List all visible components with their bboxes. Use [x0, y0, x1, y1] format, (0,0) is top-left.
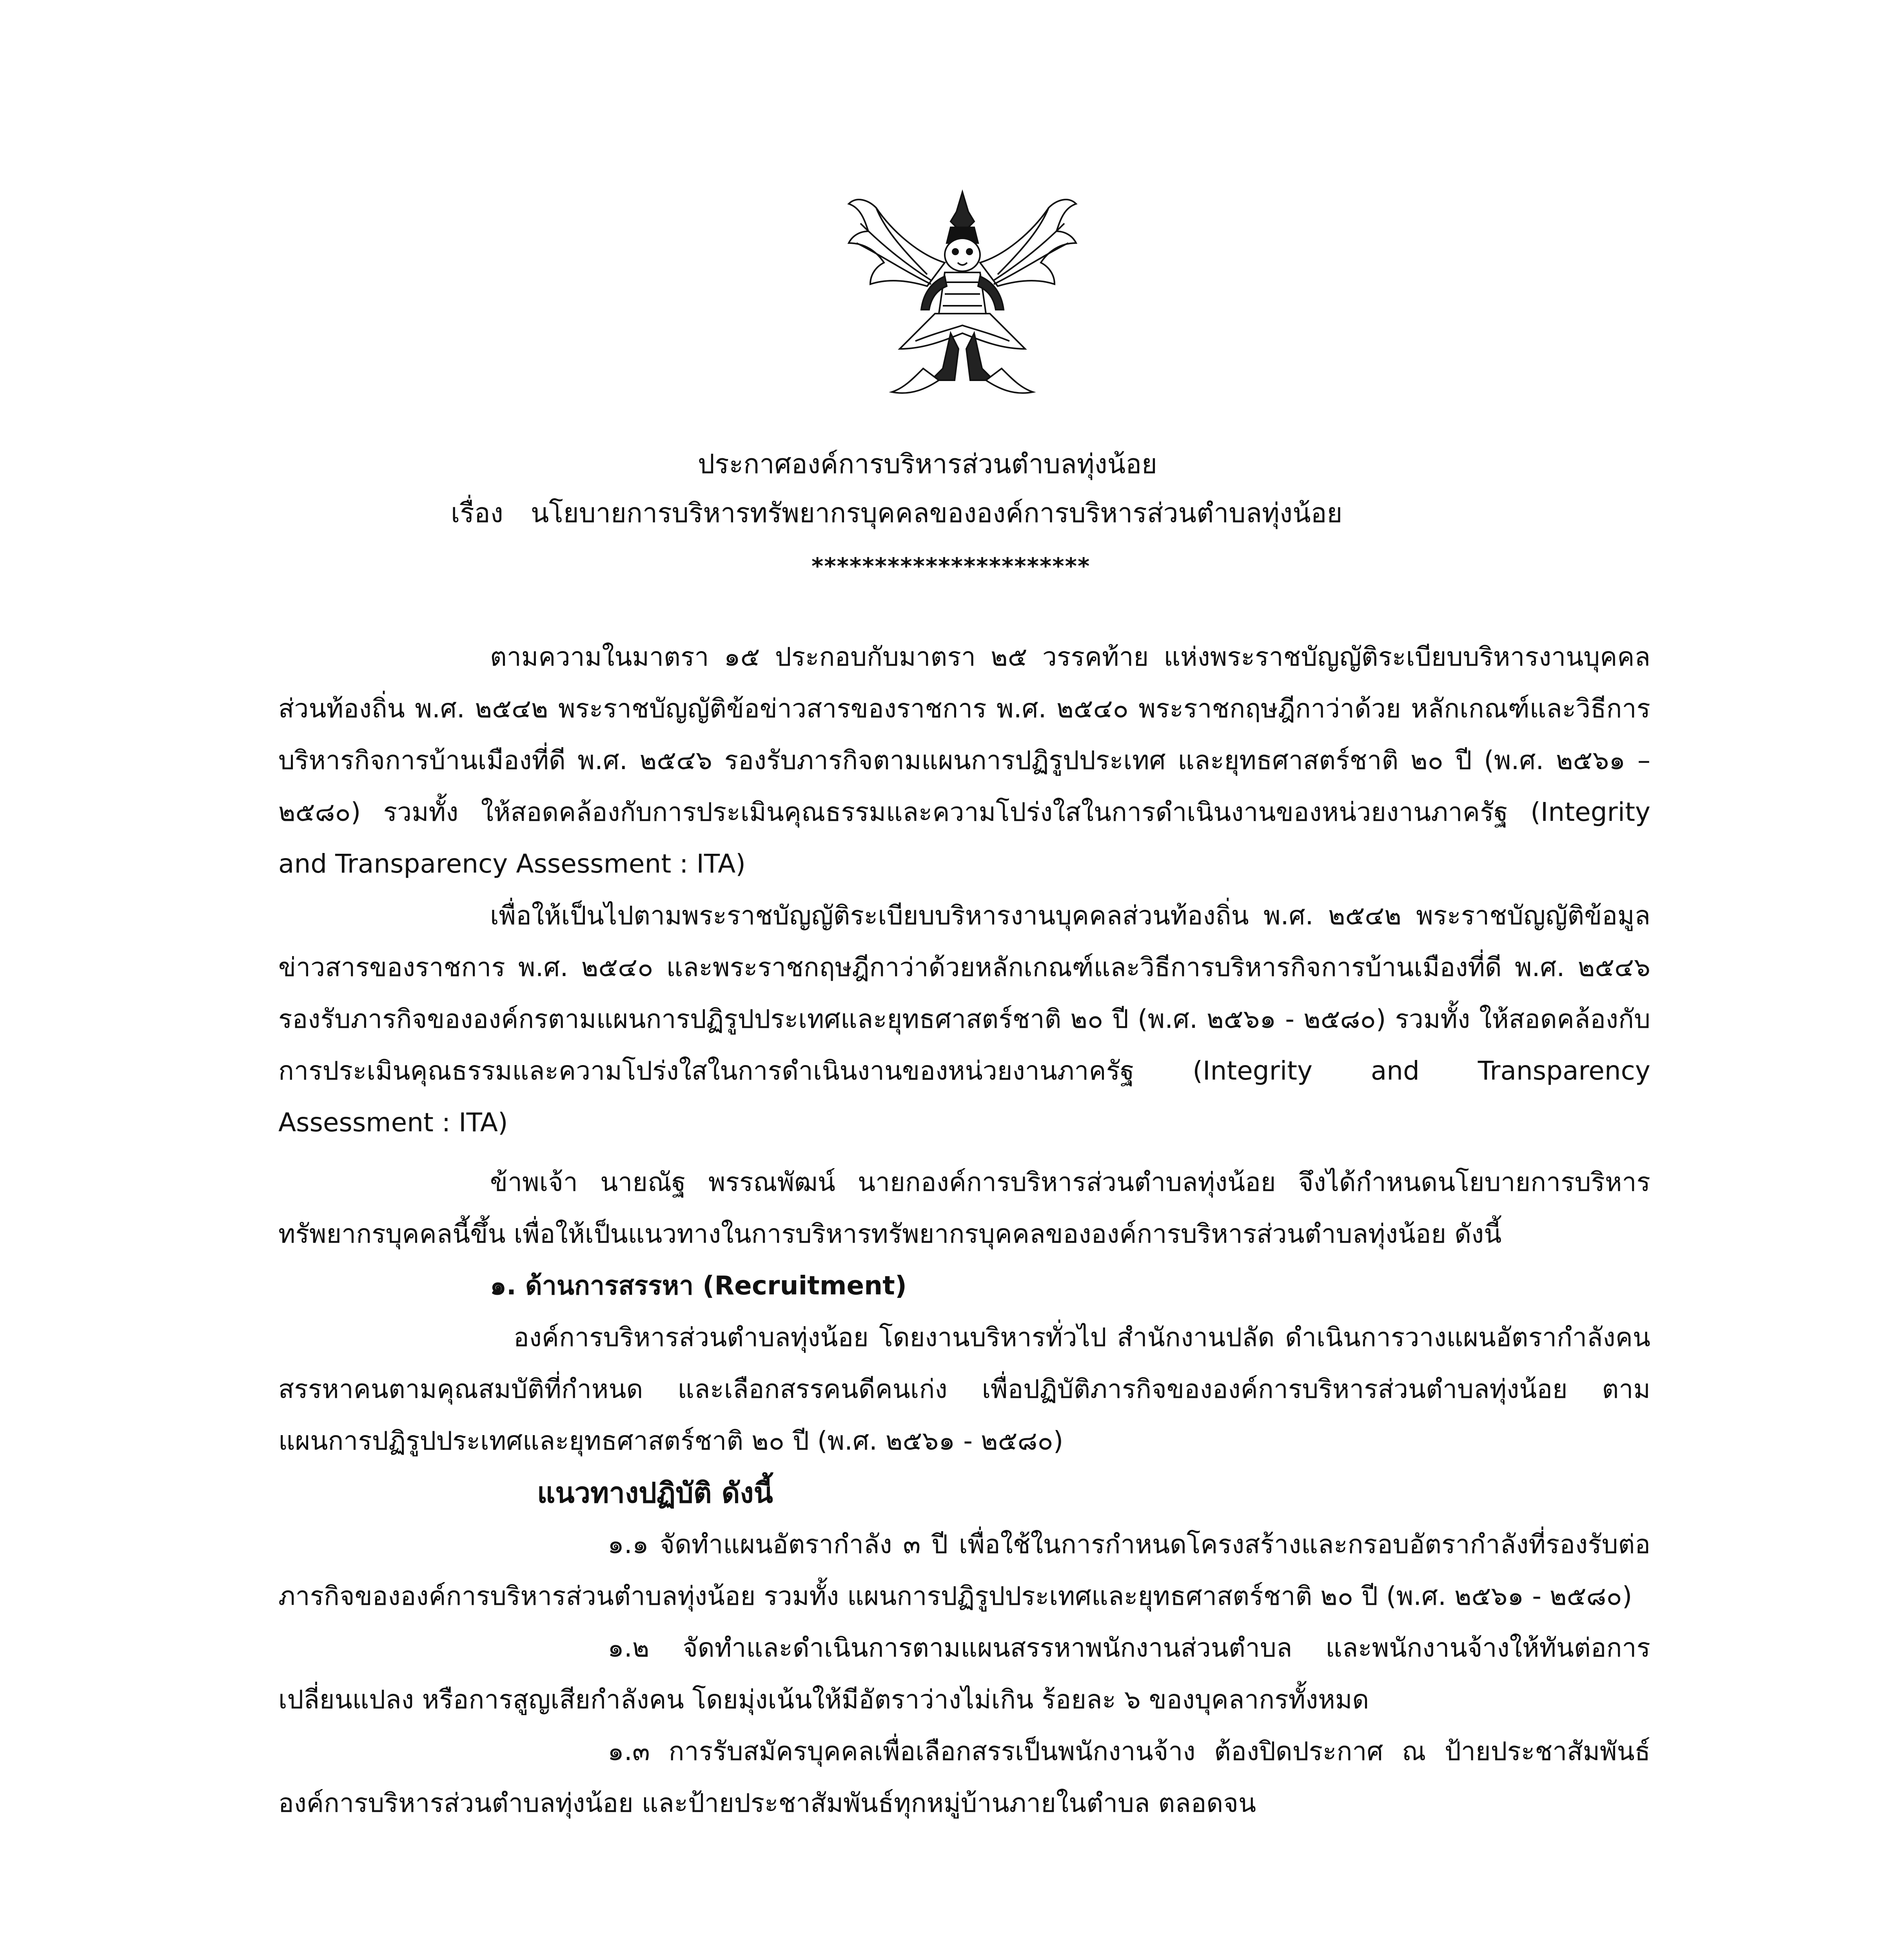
- guideline-item-1-2: ๑.๒ จัดทำและดำเนินการตามแผนสรรหาพนักงานส่วนตำบล และพนักงานจ้างให้ทันต่อการเปลี่ยนแปลง หรือการสูญเสียกำลังคน โดยมุ่งเน้นให้มีอัตราว่างไม่เกิน ร้อยละ ๖ ของบุคลากรทั้งหมด: [278, 1633, 1650, 1715]
- guideline-item-1-3: ๑.๓ การรับสมัครบุคคลเพื่อเลือกสรรเป็นพนักงานจ้าง ต้องปิดประกาศ ณ ป้ายประชาสัมพันธ์องค์การบริหารส่วนตำบลทุ่งน้อย และป้ายประชาสัมพันธ์ทุกหมู่บ้านภายในตำบล ตลอดจน: [278, 1736, 1650, 1818]
- subject-label: เรื่อง: [451, 498, 503, 529]
- subject-text: นโยบายการบริหารทรัพยากรบุคคลขององค์การบริหารส่วนตำบลทุ่งน้อย: [530, 498, 1343, 529]
- guideline-heading: แนวทางปฏิบัติ ดังนี้: [537, 1476, 773, 1509]
- paragraph-purpose: เพื่อให้เป็นไปตามพระราชบัญญัติระเบียบบริหารงานบุคคลส่วนท้องถิ่น พ.ศ. ๒๕๔๒ พระราชบัญญัติข้อมูลข่าวสารของราชการ พ.ศ. ๒๕๔๐ และพระราชกฤษฎีกาว่าด้วยหลักเกณฑ์และวิธีการบริหารกิจการบ้านเมืองที่ดี พ.ศ. ๒๕๔๖ รองรับภารกิจขององค์กรตามแผนการปฏิรูปประเทศและยุทธศาสตร์ชาติ ๒๐ ปี (พ.ศ. ๒๕๖๑ - ๒๕๘๐) รวมทั้ง ให้สอดคล้องกับการประเมินคุณธรรมและความโปร่งใสในการดำเนินงานของหน่วยงานภาครัฐ (Integrity and Transparency Assessment : ITA): [278, 900, 1650, 1138]
- separator-stars: **********************: [811, 553, 1091, 579]
- section-1-heading: ๑. ด้านการสรรหา (Recruitment): [490, 1270, 907, 1301]
- paragraph-legal-basis: ตามความในมาตรา ๑๕ ประกอบกับมาตรา ๒๕ วรรคท้าย แห่งพระราชบัญญัติระเบียบบริหารงานบุคคลส่วนท้องถิ่น พ.ศ. ๒๕๔๒ พระราชบัญญัติข้อข่าวสารของราชการ พ.ศ. ๒๕๔๐ พระราชกฤษฎีกาว่าด้วย หลักเกณฑ์และวิธีการบริหารกิจการบ้านเมืองที่ดี พ.ศ. ๒๕๔๖ รองรับภารกิจตามแผนการปฏิรูปประเทศ และยุทธศาสตร์ชาติ ๒๐ ปี (พ.ศ. ๒๕๖๑ – ๒๕๘๐) รวมทั้ง ให้สอดคล้องกับการประเมินคุณธรรมและความโปร่งใสในการดำเนินงานของหน่วยงานภาครัฐ (Integrity and Transparency Assessment : ITA): [278, 642, 1650, 879]
- announcement-title: ประกาศองค์การบริหารส่วนตำบลทุ่งน้อย: [698, 449, 1157, 480]
- document-body: [278, 631, 1650, 1829]
- garuda-emblem-icon: [833, 184, 1092, 404]
- announcement-subject: [451, 494, 1342, 533]
- paragraph-declaration: ข้าพเจ้า นายณัฐ พรรณพัฒน์ นายกองค์การบริหารส่วนตำบลทุ่งน้อย จึงได้กำหนดนโยบายการบริหารทรัพยากรบุคคลนี้ขึ้น เพื่อให้เป็นแนวทางในการบริหารทรัพยากรบุคคลขององค์การบริหารส่วนตำบลทุ่งน้อย ดังนี้: [278, 1167, 1650, 1249]
- guideline-item-1-1: ๑.๑ จัดทำแผนอัตรากำลัง ๓ ปี เพื่อใช้ในการกำหนดโครงสร้างและกรอบอัตรากำลังที่รองรับต่อภารกิจขององค์การบริหารส่วนตำบลทุ่งน้อย รวมทั้ง แผนการปฏิรูปประเทศและยุทธศาสตร์ชาติ ๒๐ ปี (พ.ศ. ๒๕๖๑ - ๒๕๘๐): [278, 1529, 1650, 1611]
- section-1-text: องค์การบริหารส่วนตำบลทุ่งน้อย โดยงานบริหารทั่วไป สำนักงานปลัด ดำเนินการวางแผนอัตรากำลังคน สรรหาคนตามคุณสมบัติที่กำหนด และเลือกสรรคนดีคนเก่ง เพื่อปฏิบัติภารกิจขององค์การบริหารส่วนตำบลทุ่งน้อย ตามแผนการปฏิรูปประเทศและยุทธศาสตร์ชาติ ๒๐ ปี (พ.ศ. ๒๕๖๑ - ๒๕๘๐): [278, 1322, 1650, 1456]
